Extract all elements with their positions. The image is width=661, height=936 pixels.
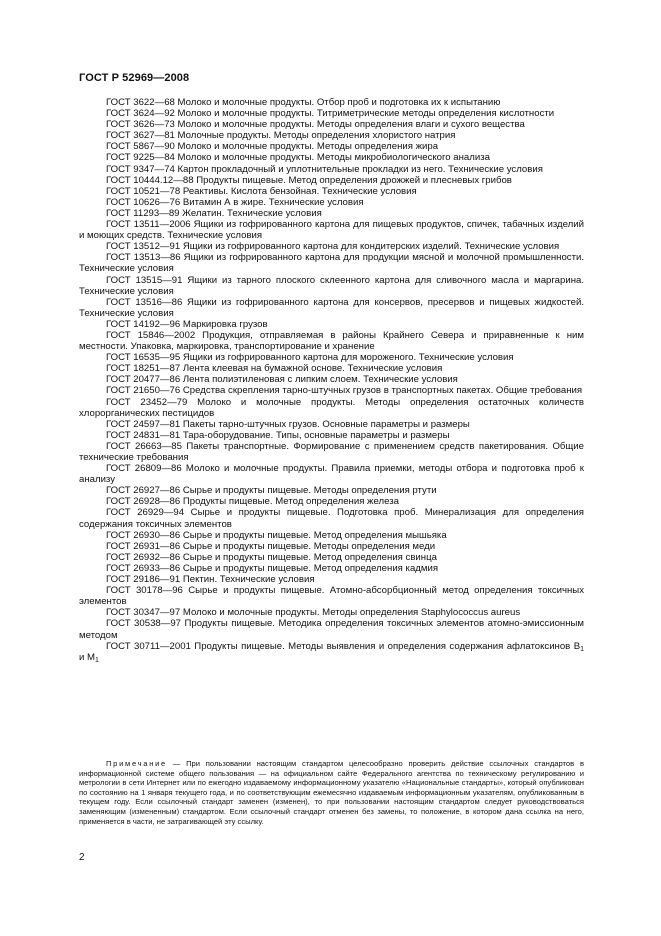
page-number: 2 bbox=[79, 852, 85, 863]
reference-text-mid: и М bbox=[79, 651, 96, 663]
reference-item: ГОСТ 29186—91 Пектин. Технические условия bbox=[106, 574, 315, 586]
reference-item: ГОСТ 26931—86 Сырье и продукты пищевые. Методы определения меди bbox=[106, 540, 436, 552]
reference-item: ГОСТ 11293—89 Желатин. Технические условия bbox=[106, 207, 322, 219]
reference-item: ГОСТ 14192—96 Маркировка грузов bbox=[106, 318, 268, 330]
reference-item: ГОСТ 3626—73 Молоко и молочные продукты. Методы определения влаги и сухого вещества bbox=[106, 119, 525, 131]
document-header: ГОСТ Р 52969—2008 bbox=[79, 72, 190, 84]
reference-item: ГОСТ 15846—2002 Продукция, отправляемая в районы Крайнего Севера и приравненные к ним местности. Упаковка, маркировка, транспортирование и хранение bbox=[79, 329, 584, 353]
reference-item: ГОСТ 26928—86 Продукты пищевые. Метод определения железа bbox=[106, 496, 399, 508]
reference-item: ГОСТ 26663—85 Пакеты транспортные. Формирование с применением средств пакетирования. Общие технические требования bbox=[79, 440, 584, 463]
subscript: 1 bbox=[580, 645, 584, 653]
reference-item: ГОСТ 9225—84 Молоко и молочные продукты. Методы микробиологического анализа bbox=[106, 152, 490, 164]
reference-item: ГОСТ 26933—86 Сырье и продукты пищевые. Метод определения кадмия bbox=[106, 562, 439, 574]
reference-item: ГОСТ 10521—78 Реактивы. Кислота бензойная. Технические условия bbox=[106, 185, 417, 197]
reference-item: ГОСТ 9347—74 Картон прокладочный и уплотнительные прокладки из него. Технические условия bbox=[106, 163, 543, 175]
reference-item: ГОСТ 20477—86 Лента полиэтиленовая с липким слоем. Технические условия bbox=[106, 374, 458, 386]
note-label: Примечание bbox=[106, 759, 167, 768]
reference-item: ГОСТ 13516—86 Ящики из гофрированного картона для консервов, пресервов и пищевых жидкостей. Технические условия bbox=[79, 296, 584, 319]
reference-item: ГОСТ 26930—86 Сырье и продукты пищевые. Метод определения мышьяка bbox=[106, 529, 447, 541]
note-text: — При пользовании настоящим стандартом целесообразно проверить действие ссылочных стандартов в информационной системе общего пользования — на официальном сайте Федерального агентства по техническому регулированию и метрологии в сети Интернет или по ежегодно издаваемому информационному указателю «Национальные стандарты», который опубликован по состоянию на 1 января текущего года, и по соответствующим ежемесячно издаваемым информационным указателям, опубликованным в текущем году. Если ссылочный стандарт заменен (изменен), то при пользовании настоящим стандартом следует руководствоваться заменяющим (измененным) стандартом. Если ссылочный стандарт отменен без замены, то положение, в котором дана ссылка на него, применяется в части, не затрагивающей эту ссылку. bbox=[79, 759, 584, 826]
reference-item: ГОСТ 23452—79 Молоко и молочные продукты. Методы определения остаточных количеств хлорорганических пестицидов bbox=[79, 396, 584, 419]
reference-item: ГОСТ 21650—76 Средства скрепления тарно-штучных грузов в транспортных пакетах. Общие требования bbox=[106, 385, 583, 397]
reference-item: ГОСТ 3627—81 Молочные продукты. Методы определения хлористого натрия bbox=[106, 130, 456, 142]
reference-item: ГОСТ 26929—94 Сырье и продукты пищевые. Подготовка проб. Минерализация для определения содержания токсичных элементов bbox=[79, 507, 584, 530]
reference-item: ГОСТ 13515—91 Ящики из тарного плоского склеенного картона для сливочного масла и маргарина. Технические условия bbox=[79, 274, 584, 297]
reference-item: ГОСТ 13513—86 Ящики из гофрированного картона для продукции мясной и молочной промышленности. Технические условия bbox=[79, 252, 584, 275]
reference-item: ГОСТ 24597—81 Пакеты тарно-штучных грузов. Основные параметры и размеры bbox=[106, 418, 470, 430]
normative-references-list bbox=[79, 97, 584, 663]
note-paragraph bbox=[79, 759, 584, 826]
reference-item-aflatoxins bbox=[79, 641, 584, 663]
reference-item: ГОСТ 18251—87 Лента клеевая на бумажной основе. Технические условия bbox=[106, 363, 443, 375]
reference-item: ГОСТ 3622—68 Молоко и молочные продукты. Отбор проб и подготовка их к испытанию bbox=[106, 97, 501, 108]
reference-item: ГОСТ 10444.12—88 Продукты пищевые. Метод определения дрожжей и плесневых грибов bbox=[106, 174, 512, 186]
reference-item: ГОСТ 30538—97 Продукты пищевые. Методика определения токсичных элементов атомно-эмиссионным методом bbox=[79, 618, 584, 641]
reference-item: ГОСТ 3624—92 Молоко и молочные продукты. Титриметрические методы определения кислотности bbox=[106, 108, 555, 120]
reference-item: ГОСТ 30347—97 Молоко и молочные продукты. Методы определения Staphylococcus aureus bbox=[106, 607, 521, 619]
reference-item: ГОСТ 10626—76 Витамин А в жире. Технические условия bbox=[106, 196, 364, 208]
reference-item: ГОСТ 30178—96 Сырье и продукты пищевые. Атомно-абсорбционный метод определения токсичных элементов bbox=[79, 585, 584, 608]
reference-item: ГОСТ 13511—2006 Ящики из гофрированного картона для пищевых продуктов, спичек, табачных изделий и моющих средств. Технические условия bbox=[79, 219, 584, 242]
reference-item: ГОСТ 26809—86 Молоко и молочные продукты. Правила приемки, методы отбора и подготовка проб к анализу bbox=[79, 463, 584, 486]
reference-text: ГОСТ 30711—2001 Продукты пищевые. Методы выявления и определения содержания афлатоксинов В bbox=[106, 640, 581, 652]
subscript: 1 bbox=[95, 656, 99, 664]
reference-item: ГОСТ 13512—91 Ящики из гофрированного картона для кондитерских изделий. Технические условия bbox=[106, 241, 560, 253]
reference-item: ГОСТ 24831—81 Тара-оборудование. Типы, основные параметры и размеры bbox=[106, 429, 450, 441]
reference-item: ГОСТ 5867—90 Молоко и молочные продукты. Методы определения жира bbox=[106, 141, 439, 153]
reference-item: ГОСТ 26932—86 Сырье и продукты пищевые. Метод определения свинца bbox=[106, 551, 437, 563]
reference-item: ГОСТ 26927—86 Сырье и продукты пищевые. Методы определения ртути bbox=[106, 485, 437, 497]
reference-item: ГОСТ 16535—95 Ящики из гофрированного картона для мороженого. Технические условия bbox=[106, 352, 514, 364]
